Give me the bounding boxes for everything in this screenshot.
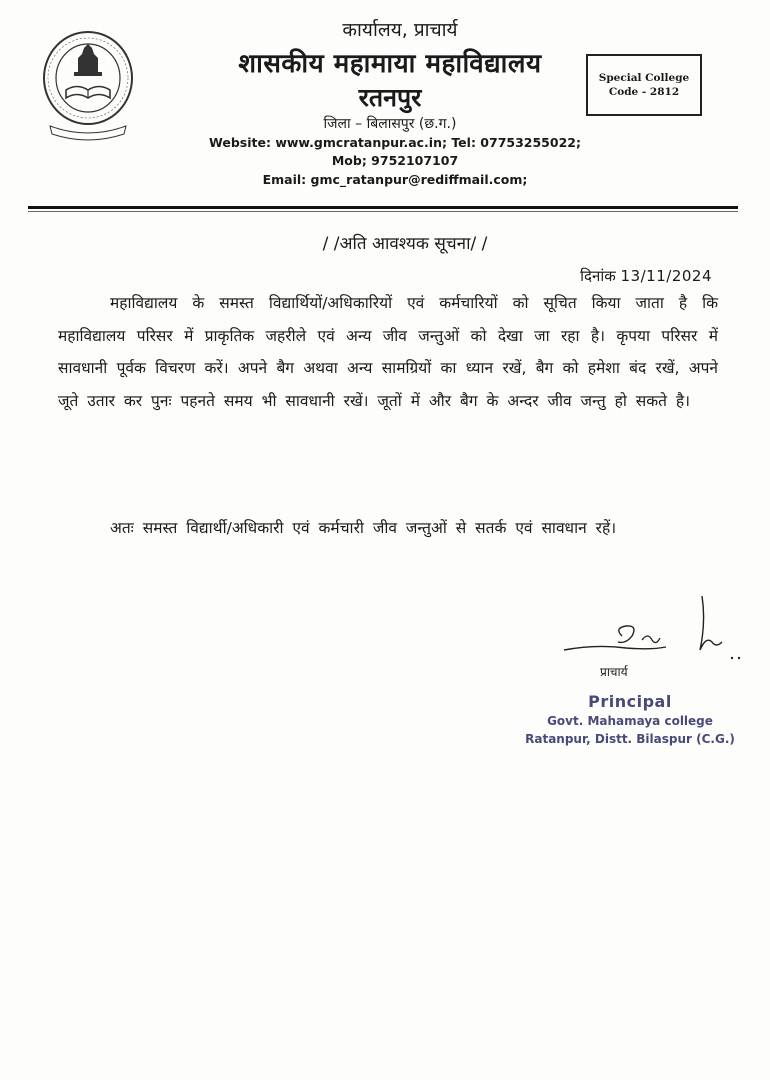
- office-title: कार्यालय, प्राचार्य: [342, 19, 458, 41]
- email-line: Email: gmc_ratanpur@rediffmail.com;: [262, 172, 528, 187]
- code-line-1: Special College: [598, 72, 690, 84]
- date-label: दिनांक: [580, 267, 616, 285]
- website-line: Website: www.gmcratanpur.ac.in; Tel: 07753255022;: [209, 135, 581, 150]
- stamp-line-3: Ratanpur, Distt. Bilaspur (C.G.): [525, 732, 735, 746]
- notice-title: / /अति आवश्यक सूचना/ /: [322, 234, 488, 254]
- stamp-line-2: Govt. Mahamaya college: [547, 714, 713, 728]
- stamp-line-1: Principal: [588, 692, 672, 711]
- header-divider: [28, 206, 738, 209]
- signature-icon: [556, 592, 746, 672]
- college-code-box: [586, 54, 702, 116]
- mobile-line: Mob; 9752107107: [331, 153, 459, 168]
- date-value: 13/11/2024: [620, 267, 712, 285]
- signatory-title: प्राचार्य: [600, 665, 628, 679]
- notice-paragraph-2: अतः समस्त विद्यार्थी/अधिकारी एवं कर्मचारी जीव जन्तुओं से सतर्क एवं सावधान रहें।: [110, 519, 617, 537]
- code-line-2: Code - 2812: [608, 86, 680, 98]
- notice-date: [580, 266, 712, 286]
- college-district: जिला – बिलासपुर (छ.ग.): [323, 116, 457, 132]
- college-name: शासकीय महामाया महाविद्यालय: [238, 49, 542, 79]
- college-place: रतनपुर: [358, 83, 422, 112]
- header-divider-thin: [28, 211, 738, 212]
- notice-paragraph-1: महाविद्यालय के समस्त विद्यार्थियों/अधिकारियों एवं कर्मचारियों को सूचित किया जाता है कि महाविद्यालय परिसर में प्राकृतिक जहरीले एवं अन्य जीव जन्तुओं को देखा जा रहा है। कृपया परिसर में सावधानी पूर्वक विचरण करें। अपने बैग अथवा अन्य सामग्रियों का ध्यान रखें, बैग को हमेशा बंद रखें, अपने जूते उतार कर पुनः पहनते समय भी सावधानी रखें। जूतों में और बैग के अन्दर जीव जन्तु हो सकते है।: [58, 294, 718, 410]
